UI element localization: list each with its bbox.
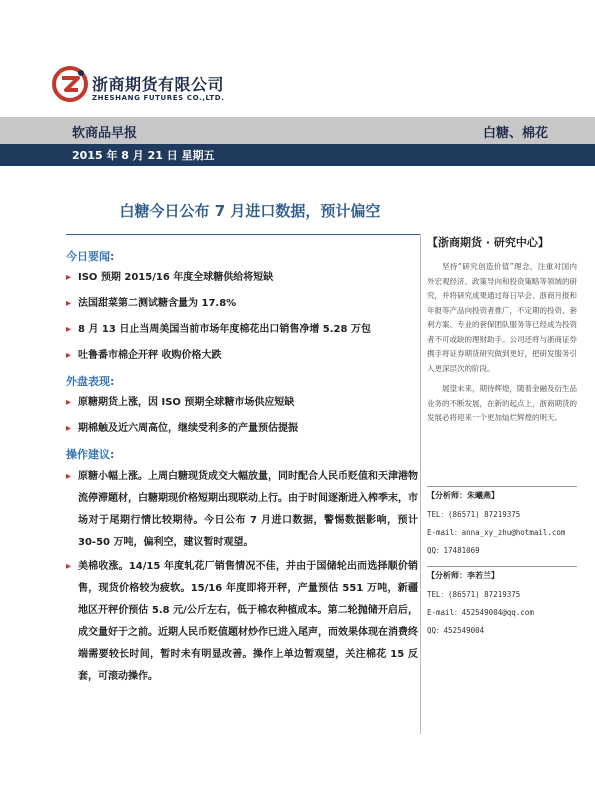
analyst-name: 【分析师：李若兰】 [427,571,499,580]
analyst-qq: QQ：452549004 [427,626,485,635]
analyst-email[interactable]: E-mail：anna_xy_zhu@hotmail.com [427,528,566,537]
company-name-en: ZHESHANG FUTURES CO.,LTD. [92,94,225,102]
sidebar-title: 【浙商期货 · 研究中心】 [427,236,549,249]
section-title-overseas: 外盘表现: [66,375,115,388]
analyst-qq: QQ：17481069 [427,546,480,555]
advice-sugar: ▸ 原糖小幅上涨。上周白糖现货成交大幅放量，同时配合人民币贬值和天津港物流停滞题材，白糖期现价格短期出现联动上行。由于时间逐渐进入榨季末，市场对于尾期行情比较期待。今日公布 7 月进口数据，警惕数据影响，预计 30-50 万吨，偏利空，建议暂时观望。 [66,466,418,554]
market-item: ▸ 原糖期货上涨，因 ISO 预期全球糖市场供应短缺 [66,393,418,412]
news-item: ▸ 法国甜菜第二测试糖含量为 17.8% [66,294,418,313]
date-band [0,144,595,166]
report-header-band [0,117,595,144]
analyst-card [427,486,577,560]
company-name-cn: 浙商期货有限公司 [92,75,225,94]
main-content [66,246,418,690]
news-item: ▸ 吐鲁番市棉企开秤 收购价格大跌 [66,346,418,365]
market-item: ▸ 期棉触及近六周高位，继续受利多的产量预估提振 [66,419,418,438]
sidebar-paragraph: 坚持“研究创造价值”理念，注重对国内外宏观经济、政策导向和投资策略等领域的研究，并将研究成果通过每日早会、浙商月报和年报等产品向投资者推广，不定期的投资、套利方案、专业的套保团队服务等已经成为投资者不可或缺的理财助手。公司还将与浙商证券携手将证券期货研究做到更好，把研发服务引入更深层次的阶段。 [427,262,577,373]
advice-cotton: ▸ 美棉收涨。14/15 年度轧花厂销售情况不佳，并由于国储轮出而选择顺价销售，现货价格较为疲软。15/16 年度即将开秤，产量预估 551 万吨，新疆地区开秤价预估 5.8 元/公斤左右，低于棉农种植成本。第二轮抛储开启后，成交量好于之前。近期人民币贬值题材炒作已进入尾声，而效果体现在消费终端需要较长时间，暂时未有明显改善。操作上单边暂观望，关注棉花 15 反套，可滚动操作。 [66,556,418,688]
sidebar-paragraph: 展望未来，期待辉煌，随着金融及衍生品业务的不断发展，在新的起点上，浙商期货的发展必将迎来一个更加灿烂辉煌的明天。 [427,384,577,422]
column-divider [420,234,421,734]
report-type: 软商品早报 [72,126,138,141]
analyst-name: 【分析师：朱曦燕】 [427,491,499,500]
analyst-tel: TEL：(86571) 87219375 [427,510,521,519]
analyst-divider [427,486,577,487]
analyst-card [427,566,577,640]
section-title-today: 今日要闻: [66,250,115,263]
company-logo [52,66,242,110]
analyst-divider [427,566,577,567]
page-title: 白糖今日公布 7 月进口数据，预计偏空 [119,202,381,220]
analyst-email[interactable]: E-mail：452549004@qq.com [427,608,534,617]
news-item: ▸ 8 月 13 日止当周美国当前市场年度棉花出口销售净增 5.28 万包 [66,320,418,339]
news-item: ▸ ISO 预期 2015/16 年度全球糖供给将短缺 [66,268,418,287]
title-divider [66,234,420,235]
report-date: 2015 年 8 月 21 日 星期五 [72,149,215,162]
zheshang-logo-icon [52,66,88,102]
report-products: 白糖、棉花 [482,126,548,141]
analyst-tel: TEL：(86571) 87219375 [427,590,521,599]
research-center-sidebar [427,234,577,432]
section-title-advice: 操作建议: [66,448,115,461]
